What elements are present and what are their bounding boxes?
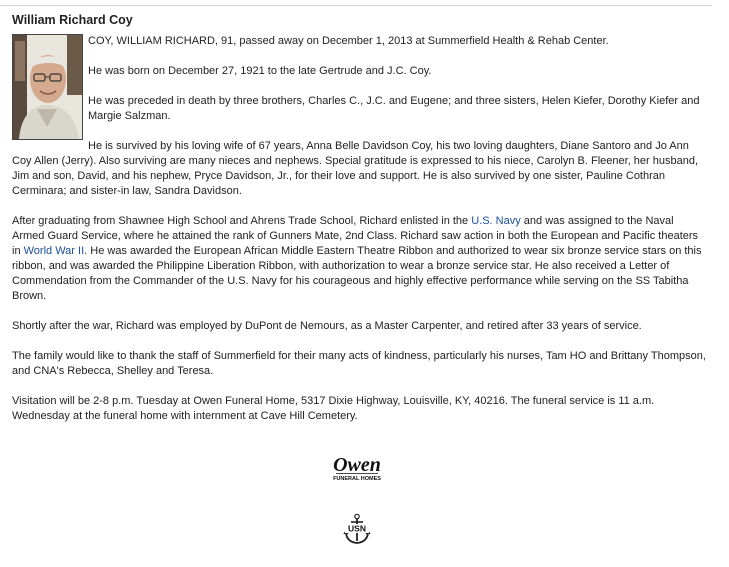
obituary-body: [12, 34, 708, 439]
us-navy-link[interactable]: U.S. Navy: [471, 215, 521, 227]
obit-paragraph-survivors: He is survived by his loving wife of 67 years, Anna Belle Davidson Coy, his two loving daughters, Diane Santoro and Jo Ann Coy Allen (Jerry). Also surviving are many nieces and nephews. Special gratitude is expressed to his niece, Carolyn B. Fleener, her husband, Jim and son, David, and his nephew, Pryce Davidson, Jr., for their love and support. He is also survived by one sister, Pauline Cothran Cerminara; and sister-in law, Sandra Davidson.: [12, 140, 699, 197]
obit-paragraph-service-history: [12, 214, 708, 304]
owen-logo-subtitle: FUNERAL HOMES: [333, 476, 381, 482]
portrait-photo: [12, 34, 83, 140]
usn-anchor-logo: [343, 513, 371, 545]
obituary-title: William Richard Coy: [12, 13, 133, 27]
obit-paragraph-thanks: The family would like to thank the staff of Summerfield for their many acts of kindness, particularly his nurses, Tam HO and Brittany Thompson, and CNA's Rebecca, Shelley and Teresa.: [12, 350, 706, 377]
obit-paragraph-death: COY, WILLIAM RICHARD, 91, passed away on December 1, 2013 at Summerfield Health & Rehab Center.: [88, 35, 609, 47]
service-text-2: and was assigned to the Naval Armed Guard Service, where he attained the rank of Gunners Mate, 2nd Class. Richard saw action in both the European and Pacific theaters in: [12, 215, 699, 257]
owen-logo-word: Owen: [333, 454, 381, 476]
obit-paragraph-career: Shortly after the war, Richard was employed by DuPont de Nemours, as a Master Carpenter, and retired after 33 years of service.: [12, 320, 642, 332]
obit-paragraph-preceded: He was preceded in death by three brothers, Charles C., J.C. and Eugene; and three sisters, Helen Kiefer, Dorothy Kiefer and Margie Salzman.: [88, 95, 700, 122]
service-text-1: After graduating from Shawnee High School and Ahrens Trade School, Richard enlisted in the: [12, 215, 472, 227]
service-text-3: . He was awarded the European African Middle Eastern Theatre Ribbon and authorized to wear six bronze service stars on this ribbon, and was awarded the Philippine Liberation Ribbon, with authorization to wear a bronze service star. He also received a Letter of Commendation from the Commander of the U.S. Navy for his courageous and highly effective performance while serving on the SS Tabitha Brown.: [12, 245, 702, 302]
obit-paragraph-birth: He was born on December 27, 1921 to the late Gertrude and J.C. Coy.: [88, 65, 432, 77]
obit-paragraph-visitation: Visitation will be 2-8 p.m. Tuesday at Owen Funeral Home, 5317 Dixie Highway, Louisville, KY, 40216. The funeral service is 11 a.m. Wednesday at the funeral home with internment at Cave Hill Cemetery.: [12, 395, 655, 422]
top-divider: [0, 5, 712, 6]
usn-logo-text: USN: [348, 523, 366, 534]
portrait-image: [13, 35, 82, 139]
owen-funeral-homes-logo: [328, 452, 386, 482]
world-war-ii-link[interactable]: World War II: [23, 245, 85, 257]
